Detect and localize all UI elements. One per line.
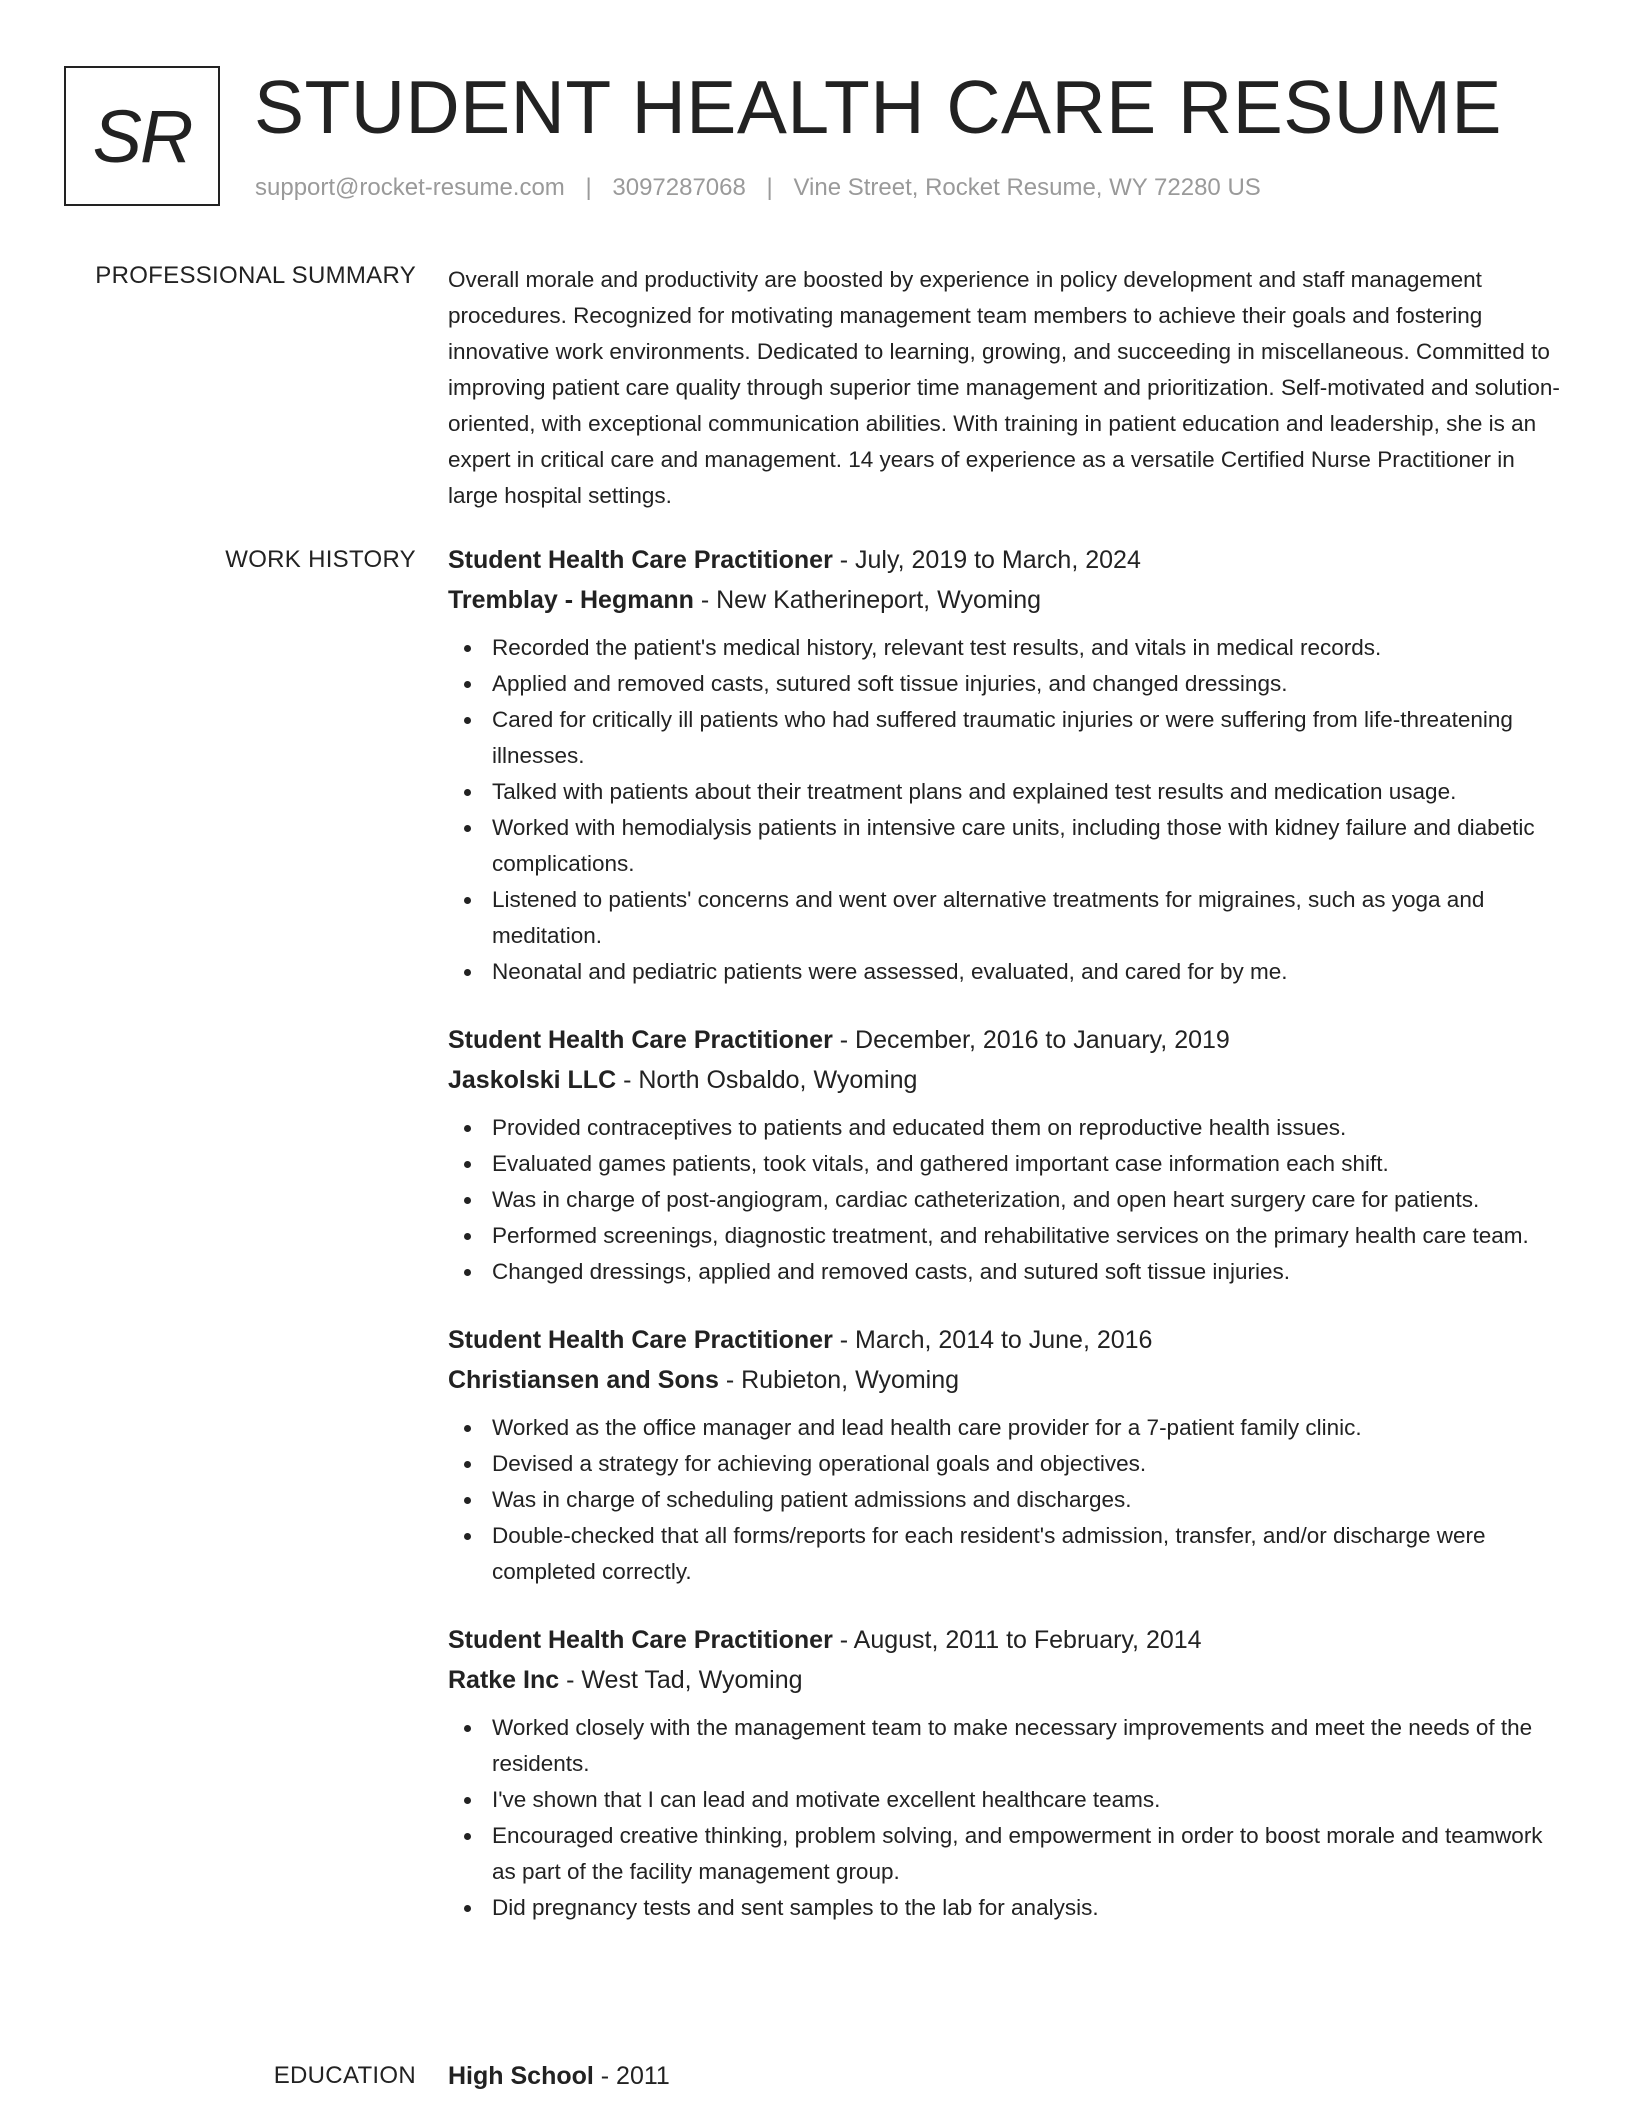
job-bullets — [448, 630, 1568, 990]
bullet-icon — [464, 825, 471, 832]
job-company-line — [448, 1660, 1568, 1700]
bullet-icon — [464, 1797, 471, 1804]
education-dash: - — [593, 2062, 617, 2090]
job-company-line — [448, 1060, 1568, 1100]
bullet-text: Performed screenings, diagnostic treatment, and rehabilitative services on the primary health care team. — [492, 1223, 1529, 1248]
bullet-icon — [464, 897, 471, 904]
job-dash: - — [693, 586, 717, 614]
list-item — [448, 1110, 1568, 1146]
bullet-text: Worked closely with the management team to make necessary improvements and meet the needs of the residents. — [492, 1715, 1533, 1776]
list-item — [448, 1410, 1568, 1446]
bullet-text: Evaluated games patients, took vitals, and gathered important case information each shift. — [492, 1151, 1389, 1176]
section-label-summary: PROFESSIONAL SUMMARY — [95, 262, 416, 289]
bullet-text: Changed dressings, applied and removed casts, and sutured soft tissue injuries. — [492, 1259, 1290, 1284]
job-bullets — [448, 1710, 1568, 1926]
section-label-work-history: WORK HISTORY — [225, 546, 416, 573]
bullet-icon — [464, 1725, 471, 1732]
job-bullets — [448, 1410, 1568, 1590]
contact-phone[interactable]: 3097287068 — [612, 174, 746, 201]
list-item — [448, 1446, 1568, 1482]
list-item — [448, 1146, 1568, 1182]
job-dates: August, 2011 to February, 2014 — [853, 1626, 1202, 1654]
monogram: SR — [64, 66, 220, 206]
job-company-line — [448, 580, 1568, 620]
job-title: Student Health Care Practitioner — [448, 1026, 833, 1054]
list-item — [448, 882, 1568, 954]
bullet-icon — [464, 1233, 471, 1240]
job-entry — [448, 540, 1568, 990]
job-dash: - — [832, 1026, 856, 1054]
job-entry — [448, 1620, 1568, 1926]
list-item — [448, 1254, 1568, 1290]
education-body — [448, 2056, 1568, 2096]
bullet-text: Encouraged creative thinking, problem solving, and empowerment in order to boost morale and teamwork as part of the facility management group. — [492, 1823, 1543, 1884]
list-item — [448, 1782, 1568, 1818]
list-item — [448, 810, 1568, 882]
list-item — [448, 1182, 1568, 1218]
job-company-line — [448, 1360, 1568, 1400]
bullet-text: Provided contraceptives to patients and educated them on reproductive health issues. — [492, 1115, 1347, 1140]
bullet-text: Neonatal and pediatric patients were assessed, evaluated, and cared for by me. — [492, 959, 1288, 984]
list-item — [448, 954, 1568, 990]
job-title: Student Health Care Practitioner — [448, 1326, 833, 1354]
bullet-text: Applied and removed casts, sutured soft tissue injuries, and changed dressings. — [492, 671, 1288, 696]
education-year: 2011 — [616, 2062, 670, 2090]
list-item — [448, 1518, 1568, 1590]
bullet-text: Devised a strategy for achieving operational goals and objectives. — [492, 1451, 1147, 1476]
bullet-icon — [464, 1497, 471, 1504]
job-dates: December, 2016 to January, 2019 — [855, 1026, 1230, 1054]
bullet-icon — [464, 969, 471, 976]
bullet-icon — [464, 1197, 471, 1204]
bullet-icon — [464, 681, 471, 688]
bullet-text: I've shown that I can lead and motivate excellent healthcare teams. — [492, 1787, 1161, 1812]
bullet-icon — [464, 717, 471, 724]
job-location: West Tad, Wyoming — [581, 1666, 803, 1694]
job-title-line — [448, 1020, 1568, 1060]
list-item — [448, 702, 1568, 774]
bullet-icon — [464, 645, 471, 652]
job-title-line — [448, 1320, 1568, 1360]
list-item — [448, 1710, 1568, 1782]
job-dash: - — [832, 1326, 856, 1354]
job-dash: - — [559, 1666, 582, 1694]
job-company: Ratke Inc — [448, 1666, 560, 1694]
job-location: Rubieton, Wyoming — [741, 1366, 960, 1394]
bullet-icon — [464, 1833, 471, 1840]
contact-email[interactable]: support@rocket-resume.com — [255, 174, 565, 201]
job-entry — [448, 1320, 1568, 1590]
bullet-icon — [464, 1461, 471, 1468]
job-dates: July, 2019 to March, 2024 — [855, 546, 1141, 574]
job-dash: - — [718, 1366, 742, 1394]
job-dates: March, 2014 to June, 2016 — [855, 1326, 1153, 1354]
list-item — [448, 1218, 1568, 1254]
section-label-education: EDUCATION — [273, 2062, 416, 2089]
bullet-icon — [464, 1161, 471, 1168]
list-item — [448, 630, 1568, 666]
job-location: North Osbaldo, Wyoming — [638, 1066, 918, 1094]
bullet-text: Was in charge of post-angiogram, cardiac catheterization, and open heart surgery care for patients. — [492, 1187, 1480, 1212]
bullet-text: Recorded the patient's medical history, relevant test results, and vitals in medical records. — [492, 635, 1382, 660]
job-title-line — [448, 1620, 1568, 1660]
bullet-text: Cared for critically ill patients who had suffered traumatic injuries or were suffering from life-threatening illnesses. — [492, 707, 1513, 768]
job-dash: - — [832, 1626, 854, 1654]
education-entry — [448, 2056, 1568, 2096]
bullet-text: Double-checked that all forms/reports for each resident's admission, transfer, and/or discharge were completed correctly. — [492, 1523, 1486, 1584]
resume-header — [64, 66, 1584, 216]
job-location: New Katherineport, Wyoming — [716, 586, 1042, 614]
bullet-icon — [464, 789, 471, 796]
bullet-text: Talked with patients about their treatment plans and explained test results and medication usage. — [492, 779, 1457, 804]
bullet-icon — [464, 1533, 471, 1540]
list-item — [448, 1890, 1568, 1926]
job-dash: - — [616, 1066, 639, 1094]
job-title: Student Health Care Practitioner — [448, 1626, 833, 1654]
contact-separator: | — [766, 174, 773, 201]
education-degree: High School — [448, 2062, 594, 2090]
bullet-text: Worked as the office manager and lead health care provider for a 7-patient family clinic. — [492, 1415, 1362, 1440]
bullet-text: Was in charge of scheduling patient admissions and discharges. — [492, 1487, 1132, 1512]
job-dash: - — [832, 546, 856, 574]
page-title: STUDENT HEALTH CARE RESUME — [254, 65, 1502, 149]
job-company: Tremblay - Hegmann — [448, 586, 694, 614]
summary-text: Overall morale and productivity are boosted by experience in policy development and staff management procedures. Recognized for motivating management team members to achieve their goals and fostering innovative work environments. Dedicated to learning, growing, and succeeding in miscellaneous. Committed to improving patient care quality through superior time management and prioritization. Self-motivated and solution-oriented, with exceptional communication abilities. With training in patient education and leadership, she is an expert in critical care and management. 14 years of experience as a versatile Certified Nurse Practitioner in large hospital settings. — [448, 267, 1560, 508]
contact-separator: | — [585, 174, 592, 201]
list-item — [448, 1482, 1568, 1518]
bullet-text: Listened to patients' concerns and went over alternative treatments for migraines, such as yoga and meditation. — [492, 887, 1485, 948]
bullet-text: Worked with hemodialysis patients in intensive care units, including those with kidney failure and diabetic complications. — [492, 815, 1535, 876]
work-history-body — [448, 540, 1568, 1956]
bullet-icon — [464, 1425, 471, 1432]
bullet-text: Did pregnancy tests and sent samples to the lab for analysis. — [492, 1895, 1099, 1920]
list-item — [448, 1818, 1568, 1890]
list-item — [448, 666, 1568, 702]
bullet-icon — [464, 1269, 471, 1276]
summary-body — [448, 262, 1568, 514]
job-title: Student Health Care Practitioner — [448, 546, 833, 574]
job-title-line — [448, 540, 1568, 580]
job-entry — [448, 1020, 1568, 1290]
list-item — [448, 774, 1568, 810]
contact-address: Vine Street, Rocket Resume, WY 72280 US — [793, 174, 1261, 201]
bullet-icon — [464, 1905, 471, 1912]
contact-line — [255, 174, 1261, 202]
bullet-icon — [464, 1125, 471, 1132]
job-bullets — [448, 1110, 1568, 1290]
job-company: Jaskolski LLC — [448, 1066, 617, 1094]
job-company: Christiansen and Sons — [448, 1366, 719, 1394]
